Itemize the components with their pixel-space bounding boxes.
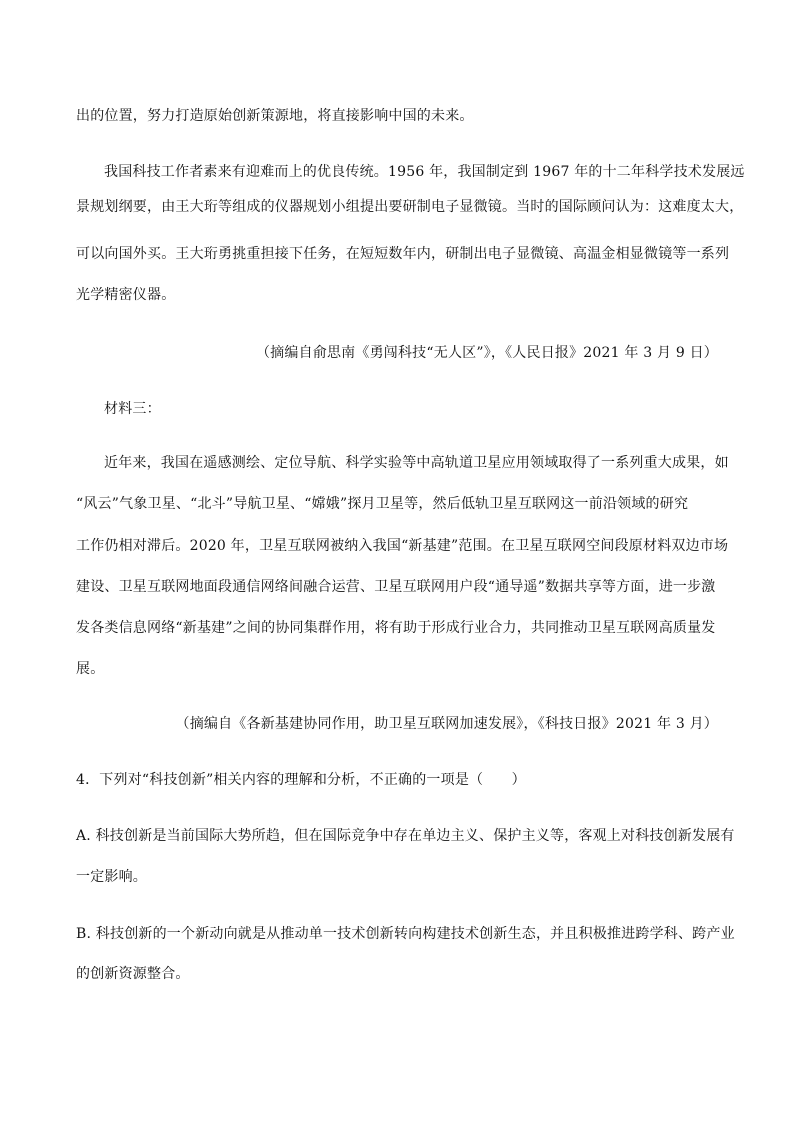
paragraph-3-line-1: 近年来，我国在遥感测绘、定位导航、科学实验等中高轨道卫星应用领域取得了一系列重大成果，如 [104, 455, 729, 471]
question-4-stem: 4．下列对“科技创新”相关内容的理解和分析，不正确的一项是（ ） [76, 772, 526, 788]
paragraph-3-line-4: 建设、卫星互联网地面段通信网络间融合运营、卫星互联网用户段“通导遥”数据共享等方面，进一步激 [76, 579, 716, 595]
paragraph-3-line-5: 发各类信息网络“新基建”之间的协同集群作用，将有助于形成行业合力，共同推动卫星互联网高质量发 [76, 620, 716, 636]
paragraph-3-line-6: 展。 [76, 661, 105, 677]
option-b-line-2: 的创新资源整合。 [76, 966, 190, 982]
paragraph-2-line-3: 可以向国外买。王大珩勇挑重担接下任务，在短短数年内，研制出电子显微镜、高温金相显微镜等一系列 [76, 246, 730, 262]
paragraph-2-line-2: 景规划纲要，由王大珩等组成的仪器规划小组提出要研制电子显微镜。当时的国际顾问认为：这难度太大， [76, 199, 744, 215]
paragraph-2-line-1: 我国科技工作者素来有迎难而上的优良传统。1956 年，我国制定到 1967 年的十二年科学技术发展远 [104, 164, 745, 180]
paragraph-3-line-3: 工作仍相对滞后。2020 年，卫星互联网被纳入我国“新基建”范围。在卫星互联网空间段原材料双边市场 [76, 538, 729, 554]
paragraph-2-line-4: 光学精密仪器。 [76, 287, 176, 303]
source-citation-2: （摘编自《各新基建协同作用，助卫星互联网加速发展》，《科技日报》2021 年 3 月） [175, 716, 718, 732]
option-a-line-1: A. 科技创新是当前国际大势所趋，但在国际竞争中存在单边主义、保护主义等，客观上对科技创新发展有 [76, 828, 735, 844]
paragraph-1-line-1: 出的位置，努力打造原始创新策源地，将直接影响中国的未来。 [76, 108, 474, 124]
material-3-heading: 材料三： [104, 401, 161, 417]
option-a-line-2: 一定影响。 [76, 869, 147, 885]
paragraph-3-line-2: “风云”气象卫星、“北斗”导航卫星、“嫦娥”探月卫星等，然后低轨卫星互联网这一前沿领域的研究 [76, 496, 689, 512]
option-b-line-1: B. 科技创新的一个新动向就是从推动单一技术创新转向构建技术创新生态，并且积极推进跨学科、跨产业 [76, 926, 735, 942]
source-citation-1: （摘编自俞思南《勇闯科技“无人区”》，《人民日报》2021 年 3 月 9 日） [255, 345, 718, 361]
